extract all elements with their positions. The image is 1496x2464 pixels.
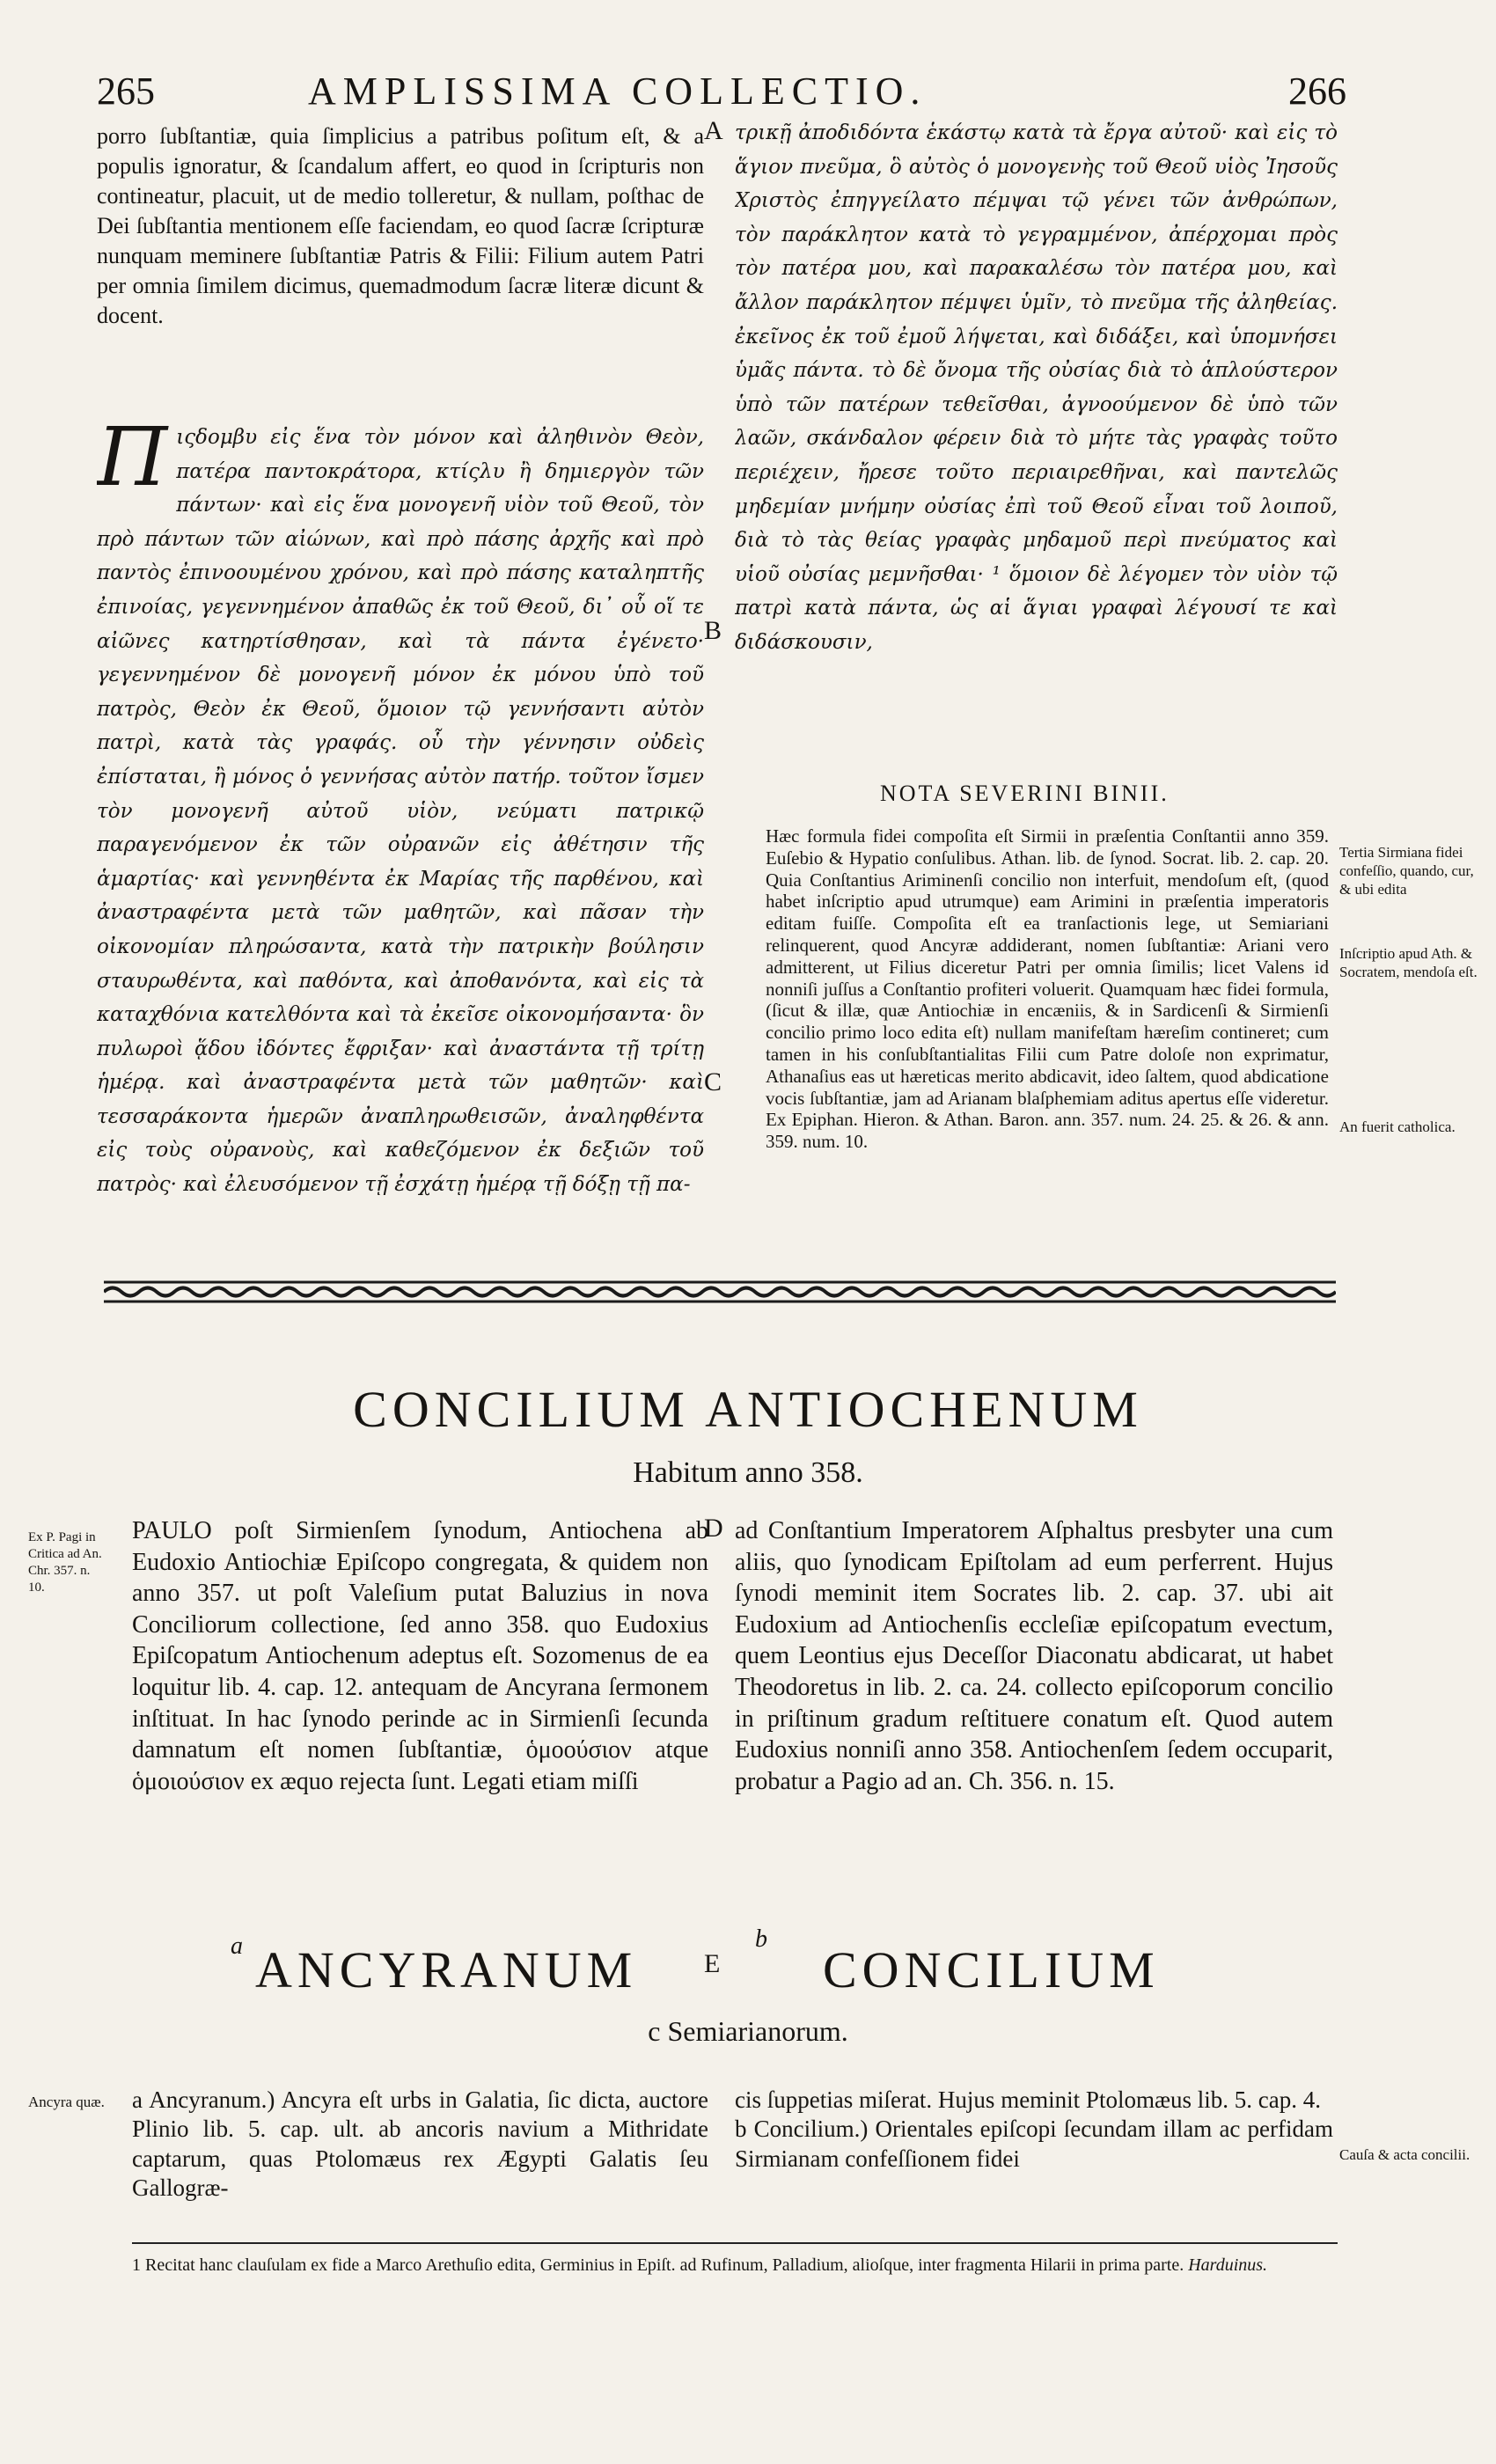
margin-note-causa: Cauſa & acta concilii. xyxy=(1339,2146,1470,2163)
ancyranum-title-left: ANCYRANUM xyxy=(255,1941,638,1998)
latin-paragraph-top: porro ſubſtantiæ, quia ſimplicius a patribus poſitum eſt, & a populis ignoratur, & ſcandalum affert, eo quod in ſcripturis non contineatur, placuit, ut de medio tolleretur, & nullam, poſthac de Dei ſubſtantia mentionem eſſe faciendam, eo quod ſacræ ſcripturæ nunquam meminere ſubſtantiæ Patris & Filii: Filium autem Patri per omnia ſimilem dicimus, quemadmodum ſacræ literæ dicunt & docent. xyxy=(97,123,704,328)
ancyranum-right-text: cis ſuppetias miſerat. Hujus meminit Ptolomæus lib. 5. cap. 4. xyxy=(735,2086,1321,2113)
greek-creed-left xyxy=(97,421,704,1305)
concilium-right-text: ad Conſtantium Imperatorem Aſphaltus presbyter una cum aliis, quo ſynodicam Epiſtolam ad eum perferrent. Hujus ſynodi meminit item Socrates lib. 2. cap. 37. ubi ait Eudoxium ad Antiochenſis eccleſiæ epiſcopatum evectum, quem Leontius ejus Deceſſor Diaconatu abdicarat, ut habet Theodoretus in lib. 2. ca. 24. collecto epiſcoporum concilio in priſtinum gradum reſtituere conatum eſt. Quod autem Eudoxius nonniſi anno 358. Antiochenſem ſedem occuparit, probatur a Pagio ad an. Ch. 356. n. 15. xyxy=(735,1517,1333,1795)
section-letter-c: C xyxy=(704,1067,722,1096)
ornament-divider xyxy=(104,1279,1336,1305)
page-number-left: 265 xyxy=(97,70,155,113)
nota-body: Hæc formula fidei compoſita eſt Sirmii in præſentia Conſtantii anno 359. Euſebio & Hypatio conſulibus. Athan. lib. de ſynod. Socrat. lib. 2. cap. 20. Quia Conſtantius Ariminenſi concilio non interfuit, mendoſum eſt, (quod habet inſcriptio apud utrumque) eam Arimini in præſentia imperatoris editam fuiſſe. Compoſita eſt ea tranſactionis lege, ut Semiariani relinquerent, quod Ancyræ addiderant, nomen ſubſtantiæ: Ariani vero admitterent, ut Filius diceretur Patri per omnia ſimilis; licet Valens id nonniſi juſſus a Conſtantio profiteri voluerit. Quamquam hæc fidei formula, (ſicut & illæ, quæ Antiochiæ in encæniis, & in Sardicenſi & Sirmienſi concilio primo loco edita eſt) nullam manifeſtam hæreſim contineret; cum tamen in his conſubſtantialitas Filii cum Patre doloſe non exprimatur, Athanaſius eas ut hæreticas merito abdicavit, ideo ſaltem, quod abdicatione vocis ſubſtantiæ, jam ad Arianam blaſphemiam aditus apertus eſſe videretur. Ex Epiphan. Hieron. & Athan. Baron. ann. 357. num. 24. 25. & 26. & ann. 359. num. 10. xyxy=(766,825,1329,1153)
footnote-rule xyxy=(132,2242,1338,2244)
section-letter-e: E xyxy=(704,1949,721,1978)
ancyranum-right-text-2: b Concilium.) Orientales epiſcopi ſecundam illam ac perfidam Sirmianam confeſſionem fidei xyxy=(735,2116,1333,2172)
ancyranum-subtitle: c Semiarianorum. xyxy=(648,2015,848,2047)
concilium-left-text: PAULO poſt Sirmienſem ſynodum, Antiochena ab Eudoxio Antiochiæ Epiſcopo congregata, & quidem non anno 357. ut poſt Valeſium putat Baluzius in nova Conciliorum collectione, ſed anno 358. quo Eudoxius Epiſcopatum Antiochenum adeptus eſt. Sozomenus de ea loquitur lib. 4. cap. 12. antequam de Ancyrana ſermonem inſtituat. In hac ſynodo perinde ac in Sirmienſi ſecunda damnatum eſt nomen ſubſtantiæ, ὁμοούσιον atque ὁμοιούσιον ex æquo rejecta ſunt. Legati etiam miſſi xyxy=(132,1517,708,1795)
footnote xyxy=(132,2253,1338,2277)
margin-note-pagi: Ex P. Pagi in Critica ad An. Chr. 357. n. 10. xyxy=(28,1530,102,1595)
running-title: AMPLISSIMA COLLECTIO. xyxy=(308,70,928,113)
page-header xyxy=(97,69,1346,121)
section-letter-b: B xyxy=(704,616,722,645)
section-letter-d: D xyxy=(704,1514,723,1543)
page-number-right: 266 xyxy=(1288,70,1346,113)
greek-creed-right: τρικῇ ἀποδιδόντα ἑκάστῳ κατὰ τὰ ἔργα αὐτοῦ· καὶ εἰς τὸ ἅγιον πνεῦμα, ὃ αὐτὸς ὁ μονογενὴς τοῦ Θεοῦ υἱὸς Ἰησοῦς Χριστὸς ἐπηγγείλατο πέμψαι τῷ γένει τῶν ἀνθρώπων, τὸν παράκλητον κατὰ τὸ γεγραμμένον, ἀπέρχομαι πρὸς τὸν πατέρα μου, καὶ παρακαλέσω τὸν πατέρα μου, καὶ ἄλλον παράκλητον πέμψει ὑμῖν, τὸ πνεῦμα τῆς ἀληθείας. ἐκεῖνος ἐκ τοῦ ἐμοῦ λήψεται, καὶ διδάξει, καὶ ὑπομνήσει ὑμᾶς πάντα. τὸ δὲ ὄνομα τῆς οὐσίας διὰ τὸ ἁπλούστερον ὑπὸ τῶν πατέρων τεθεῖσθαι, ἀγνοούμενον δὲ ὑπὸ τῶν λαῶν, σκάνδαλον φέρειν διὰ τὸ μήτε τὰς γραφὰς τοῦτο περιέχειν, ἤρεσε τοῦτο περιαιρεθῆναι, καὶ παντελῶς μηδεμίαν μνήμην οὐσίας ἐπὶ τοῦ Θεοῦ εἶναι τοῦ λοιποῦ, διὰ τὸ τὰς θείας γραφὰς μηδαμοῦ περὶ πνεύματος καὶ υἱοῦ οὐσίας μεμνῆσθαι· ¹ ὅμοιον δὲ λέγομεν τὸν υἱὸν τῷ πατρὶ κατὰ πάντα, ὡς αἱ ἅγιαι γραφαὶ λέγουσί τε καὶ διδάσκουσιν, xyxy=(735,121,1338,654)
margin-note-ancyra: Ancyra quæ. xyxy=(28,2094,105,2110)
margin-note-catholica: An fuerit catholica. xyxy=(1339,1118,1456,1135)
concilium-subtitle: Habitum anno 358. xyxy=(633,1456,863,1489)
ancyranum-right-block xyxy=(735,2086,1333,2174)
footnote-text: 1 Recitat hanc clauſulam ex fide a Marco Arethuſio edita, Germinius in Epiſt. ad Rufinum, Palladium, alioſque, inter fragmenta Hilarii in prima parte. xyxy=(132,2255,1184,2275)
margin-note-tertia: Tertia Sirmiana fidei confeſſio, quando, cur, & ubi edita xyxy=(1339,844,1474,898)
section-letter-a: A xyxy=(704,116,723,145)
nota-title: NOTA SEVERINI BINII. xyxy=(880,781,1170,806)
greek-dropcap: Π xyxy=(97,421,168,504)
ancyranum-left-text: a Ancyranum.) Ancyra eſt urbs in Galatia, ſic dicta, auctore Plinio lib. 5. cap. ult. ab ancoris navium a Mithridate captarum, quas Ptolomæus rex Ægypti Galatis ſeu Gallogræ- xyxy=(132,2086,708,2202)
ancyranum-title-right: CONCILIUM xyxy=(823,1941,1160,1998)
concilium-title: CONCILIUM ANTIOCHENUM xyxy=(353,1381,1143,1438)
ancyranum-mark-a: a xyxy=(231,1932,243,1960)
margin-note-inscriptio: Inſcriptio apud Ath. & Socratem, mendoſa eſt. xyxy=(1339,945,1478,980)
ancyranum-mark-b: b xyxy=(755,1925,767,1953)
footnote-author: Harduinus. xyxy=(1188,2255,1268,2275)
greek-creed-left-text: ιςδομβυ εἰς ἕνα τὸν μόνον καὶ ἀληθινὸν Θεὸν, πατέρα παντοκράτορα, κτίςλυ ἢ δημιεργὸν τῶν πάντων· καὶ εἰς ἕνα μονογενῆ υἱὸν τοῦ Θεοῦ, τὸν πρὸ πάντων τῶν αἰώνων, καὶ πρὸ πάσης ἀρχῆς καὶ πρὸ παντὸς ἐπινοουμένου χρόνου, καὶ πρὸ πάσης καταληπτῆς ἐπινοίας, γεγεννημένον ἀπαθῶς ἐκ τοῦ Θεοῦ, δι᾽ οὗ οἵ τε αἰῶνες κατηρτίσθησαν, καὶ τὰ πάντα ἐγένετο· γεγεννημένον δὲ μονογενῆ μόνον ἐκ μόνου ὑπὸ τοῦ πατρὸς, Θεὸν ἐκ Θεοῦ, ὅμοιον τῷ γεννήσαντι αὐτὸν πατρὶ, κατὰ τὰς γραφάς. οὗ τὴν γέννησιν οὐδεὶς ἐπίσταται, ἢ μόνος ὁ γεννήσας αὐτὸν πατήρ. τοῦτον ἴσμεν τὸν μονογενῆ αὐτοῦ υἱὸν, νεύματι πατρικῷ παραγενόμενον ἐκ τῶν οὐρανῶν εἰς ἀθέτησιν τῆς ἁμαρτίας· καὶ γεννηθέντα ἐκ Μαρίας τῆς παρθένου, καὶ ἀναστραφέντα μετὰ τῶν μαθητῶν, καὶ πᾶσαν τὴν οἰκονομίαν πληρώσαντα, κατὰ τὴν πατρικὴν βούλησιν σταυρωθέντα, καὶ παθόντα, καὶ ἀποθανόντα, καὶ εἰς τὰ καταχθόνια κατελθόντα καὶ τὰ ἐκεῖσε οἰκονομήσαντα· ὃν πυλωροὶ ᾅδου ἰδόντες ἔφριξαν· καὶ ἀναστάντα τῇ τρίτῃ ἡμέρᾳ. καὶ ἀναστραφέντα μετὰ τῶν μαθητῶν· καὶ τεσσαράκοντα ἡμερῶν ἀναπληρωθεισῶν, ἀναληφθέντα εἰς τοὺς οὐρανοὺς, καὶ καθεζόμενον ἐκ δεξιῶν τοῦ πατρὸς· καὶ ἐλευσόμενον τῇ ἐσχάτῃ ἡμέρᾳ τῇ δόξῃ τῇ πα- xyxy=(97,426,704,1197)
